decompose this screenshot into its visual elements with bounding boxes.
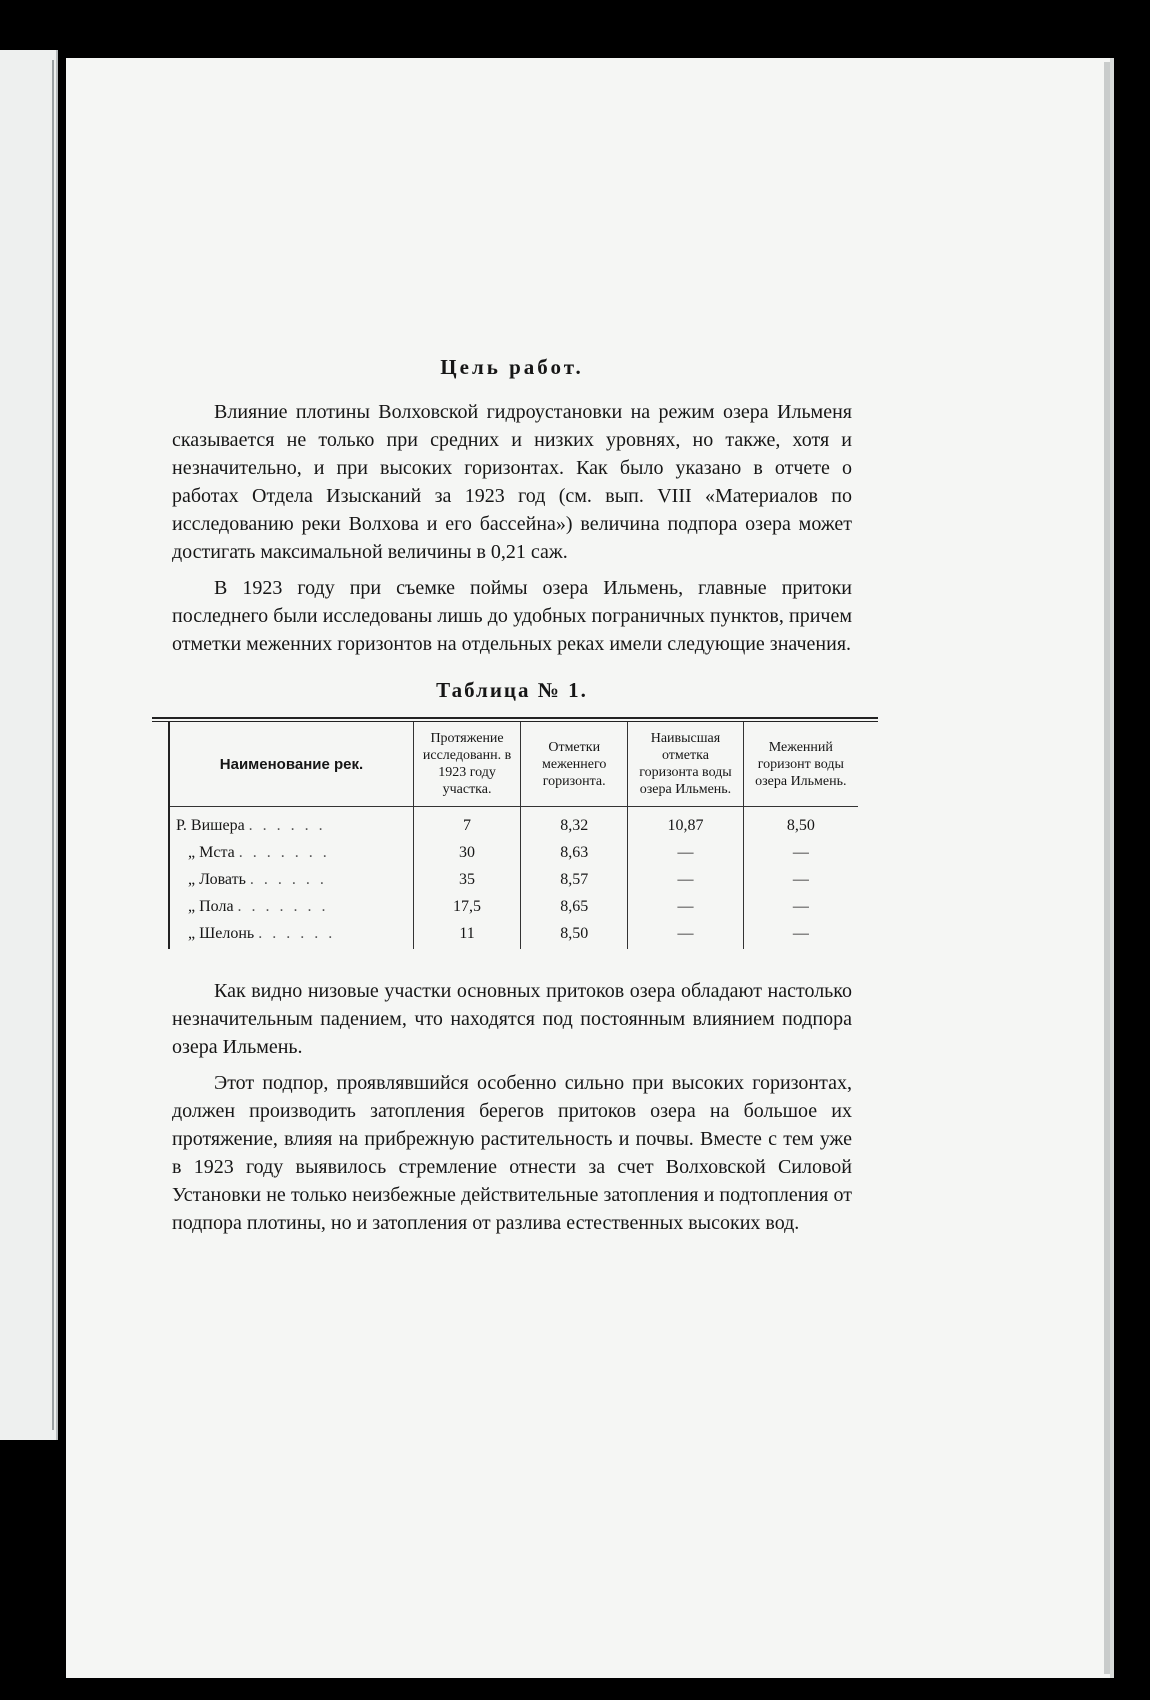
header-lake-low-level: Меженний горизонт воды озера Ильмень. xyxy=(743,722,858,807)
length-cell: 17,5 xyxy=(413,889,520,916)
mark-cell: 8,57 xyxy=(521,862,628,889)
header-max-lake-level: Наивысшая отметка горизонта воды озера Ильмень. xyxy=(628,722,743,807)
dot-leaders: . . . . . . xyxy=(258,925,336,942)
paragraph-4: Этот подпор, проявлявшийся особенно сильно при высоких горизонтах, должен производить затопления берегов притоков озера на большое их протяжение, влияя на прибрежную растительность и почвы. Вместе с тем уже в 1923 году выявилось стремление отнести за счет Волховской Силовой Установки не только неизбежные действительные затопления и подтопления от подпора плотины, но и затопления от разлива естественных высоких вод. xyxy=(172,1072,852,1234)
table-title: Таблица № 1. xyxy=(436,678,588,702)
header-river-name: Наименование рек. xyxy=(169,722,413,807)
length-cell: 30 xyxy=(413,835,520,862)
table-row xyxy=(169,889,858,916)
mark-cell: 8,63 xyxy=(521,835,628,862)
paragraph-3: Как видно низовые участки основных притоков озера обладают настолько незначительным падением, что находятся под постоянным влиянием подпора озера Ильмень. xyxy=(172,980,852,1058)
river-prefix: „ xyxy=(188,925,196,942)
river-name-cell xyxy=(169,889,413,916)
header-length: Протяжение исследованн. в 1923 году участка. xyxy=(413,722,520,807)
river-name-cell xyxy=(169,916,413,949)
table-header-row xyxy=(169,722,858,807)
mark-cell: 8,65 xyxy=(521,889,628,916)
river-prefix: Р. xyxy=(176,817,187,834)
low-level-cell: — xyxy=(743,916,858,949)
river-prefix: „ xyxy=(188,898,196,915)
header-low-water-mark: Отметки меженнего горизонта. xyxy=(521,722,628,807)
low-level-cell: — xyxy=(743,835,858,862)
dot-leaders: . . . . . . xyxy=(249,871,327,888)
paragraph-1: Влияние плотины Волховской гидроустановки на режим озера Ильменя сказывается не только при средних и низких уровнях, но также, хотя и незначительно, и при высоких горизонтах. Как было указано в отчете о работах Отдела Изысканий за 1923 год (см. вып. VIII «Материалов по исследованию реки Волхова и его бассейна») величина подпора озера может достигать максимальной величины в 0,21 саж. xyxy=(172,401,852,563)
dot-leaders: . . . . . . . xyxy=(237,898,329,915)
length-cell: 35 xyxy=(413,862,520,889)
river-prefix: „ xyxy=(188,844,196,861)
length-cell: 7 xyxy=(413,807,520,836)
low-level-cell: — xyxy=(743,862,858,889)
river-name: Ловать xyxy=(199,871,246,888)
max-level-cell: — xyxy=(628,889,743,916)
book-spine xyxy=(52,60,54,1430)
section-heading: Цель работ. xyxy=(440,355,584,379)
river-name: Пола xyxy=(199,898,234,915)
river-name-cell xyxy=(169,807,413,836)
rivers-table xyxy=(168,722,858,949)
paragraph-2: В 1923 году при съемке поймы озера Ильмень, главные притоки последнего были исследованы лишь до удобных пограничных пунктов, причем отметки меженних горизонтов на отдельных реках имели следующие значения. xyxy=(172,577,852,655)
table-spacing xyxy=(172,949,852,977)
low-level-cell: 8,50 xyxy=(743,807,858,836)
mark-cell: 8,50 xyxy=(521,916,628,949)
dot-leaders: . . . . . . . xyxy=(238,844,330,861)
previous-page-edge xyxy=(0,50,58,1440)
river-name: Мста xyxy=(199,844,235,861)
max-level-cell: 10,87 xyxy=(628,807,743,836)
table-row xyxy=(169,807,858,836)
table-row xyxy=(169,835,858,862)
page-edge-shadow xyxy=(1104,62,1110,1674)
dot-leaders: . . . . . . xyxy=(248,817,326,834)
max-level-cell: — xyxy=(628,862,743,889)
river-name: Шелонь xyxy=(199,925,255,942)
low-level-cell: — xyxy=(743,889,858,916)
river-name-cell xyxy=(169,835,413,862)
page-content xyxy=(172,355,852,1237)
mark-cell: 8,32 xyxy=(521,807,628,836)
river-prefix: „ xyxy=(188,871,196,888)
river-name: Вишера xyxy=(190,817,245,834)
table-row xyxy=(169,916,858,949)
length-cell: 11 xyxy=(413,916,520,949)
max-level-cell: — xyxy=(628,916,743,949)
river-name-cell xyxy=(169,862,413,889)
table-row xyxy=(169,862,858,889)
max-level-cell: — xyxy=(628,835,743,862)
